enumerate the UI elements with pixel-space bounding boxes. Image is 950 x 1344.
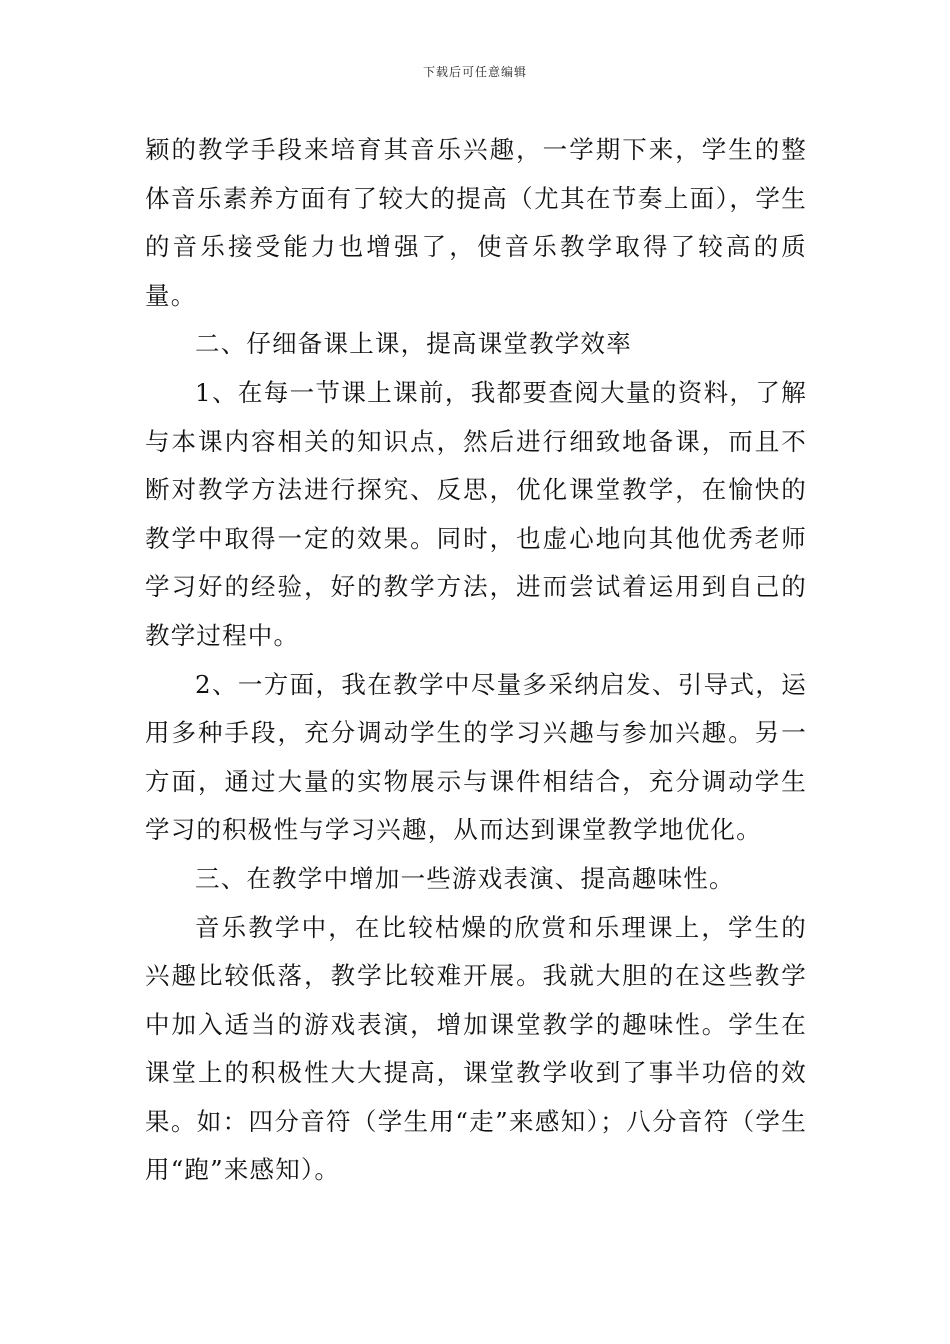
page-header: 下载后可任意编辑 — [422, 65, 527, 79]
paragraph-continuation: 颖的教学手段来培育其音乐兴趣，一学期下来，学生的整体音乐素养方面有了较大的提高（尤其在节奏上面），学生的音乐接受能力也增强了，使音乐教学取得了较高的质量。 — [145, 135, 807, 310]
paragraph-games: 音乐教学中，在比较枯燥的欣赏和乐理课上，学生的兴趣比较低落，教学比较难开展。我就大胆的在这些教学中加入适当的游戏表演，增加课堂教学的趣味性。学生在课堂上的积极性大大提高，课堂教学收到了事半功倍的效果。如：四分音符（学生用“走”来感知）；八分音符（学生用“跑”来感知）。 — [145, 912, 807, 1185]
paragraph-item-1: 1、在每一节课上课前，我都要查阅大量的资料，了解与本课内容相关的知识点，然后进行细致地备课，而且不断对教学方法进行探究、反思，优化课堂教学，在愉快的教学中取得一定的效果。同时，也虚心地向其他优秀老师学习好的经验，好的教学方法，进而尝试着运用到自己的教学过程中。 — [145, 377, 807, 650]
section-heading-2: 二、仔细备课上课，提高课堂教学效率 — [195, 329, 632, 359]
section-heading-3: 三、在教学中增加一些游戏表演、提高趣味性。 — [195, 863, 735, 893]
document-body — [145, 126, 807, 1195]
paragraph-item-2: 2、一方面，我在教学中尽量多采纳启发、引导式，运用多种手段，充分调动学生的学习兴趣与参加兴趣。另一方面，通过大量的实物展示与课件相结合，充分调动学生学习的积极性与学习兴趣，从而达到课堂教学地优化。 — [145, 669, 807, 845]
